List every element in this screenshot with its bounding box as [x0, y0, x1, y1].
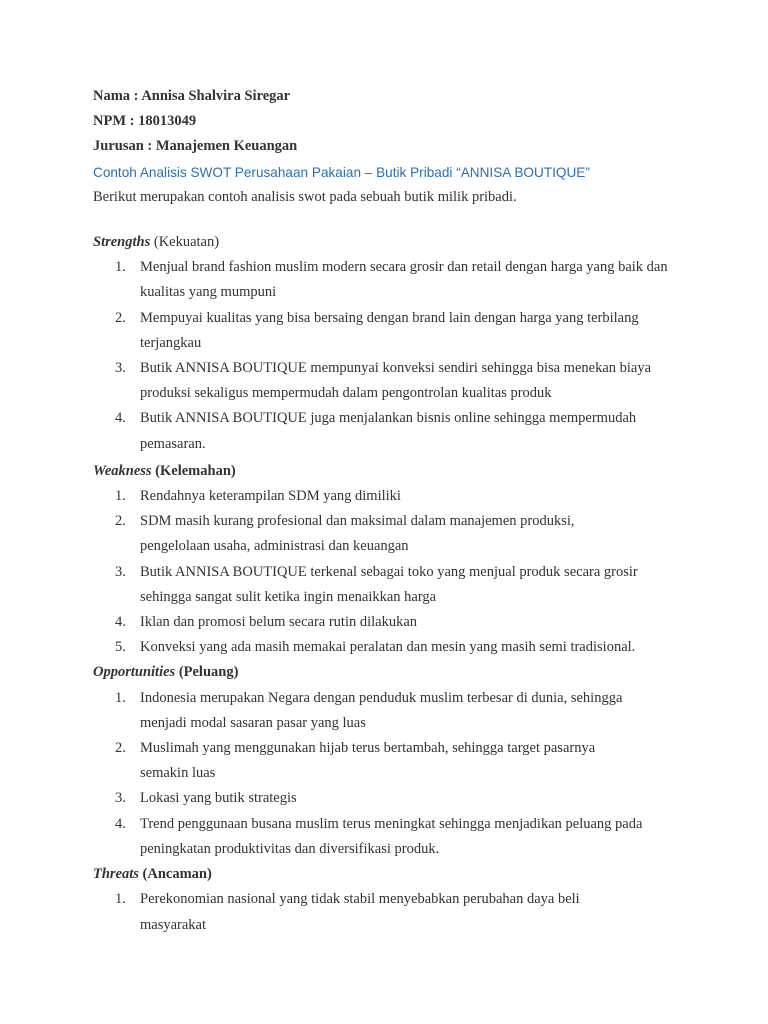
student-name: Nama : Annisa Shalvira Siregar: [93, 88, 291, 104]
student-major: Jurusan : Manajemen Keuangan: [93, 138, 298, 155]
list-item: 4. Butik ANNISA BOUTIQUE juga menjalankan bisnis online sehingga mempermudah pemasaran.: [115, 410, 637, 452]
opportunities-heading-en: Opportunities: [93, 664, 176, 681]
list-item: 2. Muslimah yang menggunakan hijab terus bertambah, sehingga target pasarnya semakin luas: [115, 740, 596, 782]
threats-heading-id: (Ancaman): [142, 866, 212, 883]
opportunities-heading: [93, 660, 693, 685]
strengths-heading-en: Strengths: [93, 234, 151, 251]
intro-paragraph: Berikut merupakan contoh analisis swot pada sebuah butik milik pribadi.: [93, 188, 517, 205]
list-item: 1. Indonesia merupakan Negara dengan penduduk muslim terbesar di dunia, sehingga menjadi modal sasaran pasar yang luas: [115, 689, 623, 731]
list-item: 1. Perekonomian nasional yang tidak stabil menyebabkan perubahan daya beli masyarakat: [115, 891, 580, 933]
threats-heading-en: Threats: [93, 866, 139, 883]
list-item: 2. Mempuyai kualitas yang bisa bersaing dengan brand lain dengan harga yang terbilang terjangkau: [115, 309, 639, 351]
opportunities-list: [93, 686, 693, 862]
list-item: 4. Trend penggunaan busana muslim terus meningkat sehingga menjadikan peluang pada peningkatan produktivitas dan diversifikasi produk.: [115, 815, 643, 857]
list-item: 3. Butik ANNISA BOUTIQUE mempunyai konveksi sendiri sehingga bisa menekan biaya produksi sekaligus mempermudah dalam pengontrolan kualitas produk: [115, 360, 652, 402]
opportunities-heading-id: (Peluang): [178, 664, 239, 681]
list-item: 1. Rendahnya keterampilan SDM yang dimiliki: [115, 488, 401, 505]
student-npm: NPM : 18013049: [93, 113, 197, 130]
weakness-heading-en: Weakness: [93, 462, 152, 479]
list-item: 4. Iklan dan promosi belum secara rutin dilakukan: [115, 614, 418, 631]
threats-list: [93, 887, 693, 937]
strengths-heading: [93, 230, 693, 255]
document-title: Contoh Analisis SWOT Perusahaan Pakaian – Butik Pribadi “ANNISA BOUTIQUE”: [93, 164, 590, 180]
strengths-list: [93, 255, 693, 457]
list-item: 3. Butik ANNISA BOUTIQUE terkenal sebagai toko yang menjual produk secara grosir sehingga sangat sulit ketika ingin menaikkan harga: [115, 563, 638, 605]
weakness-heading: [93, 459, 693, 484]
list-item: 2. SDM masih kurang profesional dan maksimal dalam manajemen produksi, pengelolaan usaha, administrasi dan keuangan: [115, 513, 575, 555]
threats-heading: [93, 862, 693, 887]
document-page: [93, 84, 693, 938]
list-item: 1. Menjual brand fashion muslim modern secara grosir dan retail dengan harga yang baik dan kualitas yang mumpuni: [115, 259, 668, 301]
weakness-list: [93, 484, 693, 660]
strengths-heading-id: (Kekuatan): [153, 234, 220, 251]
list-item: 3. Lokasi yang butik strategis: [115, 790, 297, 807]
weakness-heading-id: (Kelemahan): [155, 462, 236, 479]
list-item: 5. Konveksi yang ada masih memakai peralatan dan mesin yang masih semi tradisional.: [115, 639, 636, 656]
